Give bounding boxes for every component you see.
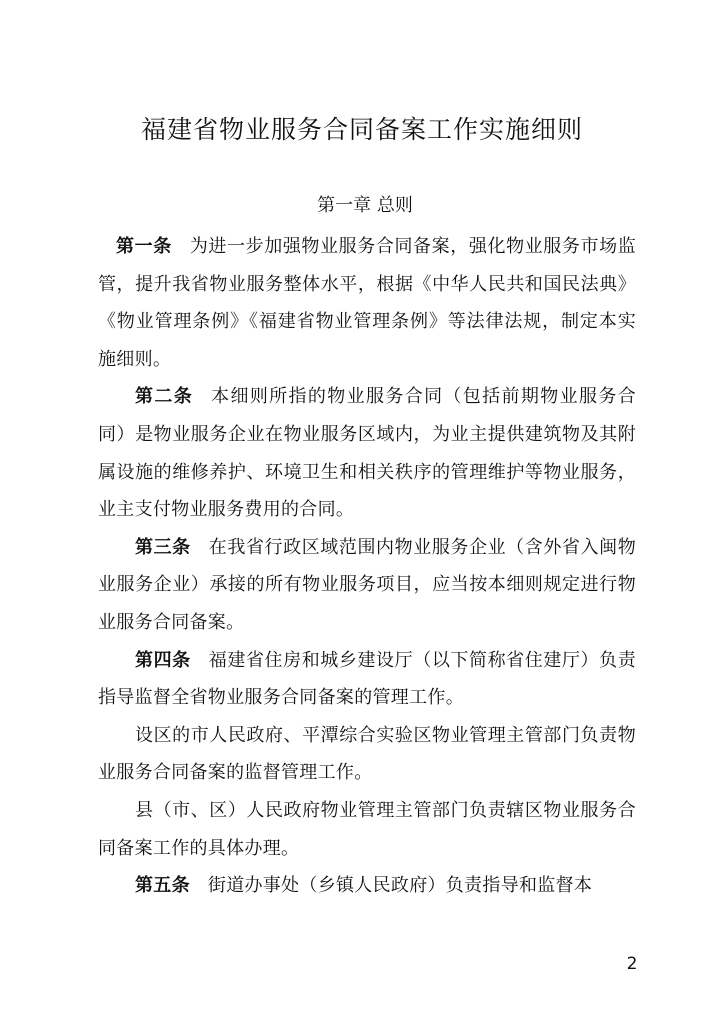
article-number: 第五条 — [135, 875, 190, 897]
article-4-paragraph-2 — [98, 717, 636, 792]
article-text: 本细则所指的物业服务合同（包括前期物业服务合同）是物业服务企业在物业服务区域内，为业主提供建筑物及其附属设施的维修养护、环境卫生和相关秩序的管理维护等物业服务，业主支付物业服务费用的合同。 — [98, 386, 636, 521]
page-number: 2 — [626, 954, 638, 974]
article-4-paragraph-3 — [98, 792, 636, 867]
article-3 — [98, 529, 636, 642]
chapter-heading: 第一章 总则 — [317, 195, 413, 216]
article-number: 第三条 — [135, 536, 191, 558]
article-number: 第四条 — [135, 649, 191, 671]
article-text: 在我省行政区域范围内物业服务企业（含外省入闽物业服务企业）承接的所有物业服务项目，应当按本细则规定进行物业服务合同备案。 — [98, 536, 636, 633]
paragraph-text: 设区的市人民政府、平潭综合实验区物业管理主管部门负责物业服务合同备案的监督管理工作。 — [98, 724, 636, 784]
article-text: 福建省住房和城乡建设厅（以下简称省住建厅）负责指导监督全省物业服务合同备案的管理工作。 — [98, 649, 636, 709]
article-number: 第二条 — [135, 386, 194, 408]
article-1 — [98, 228, 636, 378]
article-2 — [98, 378, 636, 528]
document-body — [98, 228, 636, 905]
article-text: 为进一步加强物业服务合同备案，强化物业服务市场监管，提升我省物业服务整体水平，根据《中华人民共和国民法典》《物业管理条例》《福建省物业管理条例》等法律法规，制定本实施细则。 — [98, 236, 636, 370]
document-title: 福建省物业服务合同备案工作实施细则 — [140, 115, 583, 144]
article-5 — [98, 867, 636, 905]
article-text: 街道办事处（乡镇人民政府）负责指导和监督本 — [207, 875, 593, 897]
article-4 — [98, 642, 636, 717]
article-number: 第一条 — [116, 236, 172, 257]
paragraph-text: 县（市、区）人民政府物业管理主管部门负责辖区物业服务合同备案工作的具体办理。 — [98, 799, 636, 859]
